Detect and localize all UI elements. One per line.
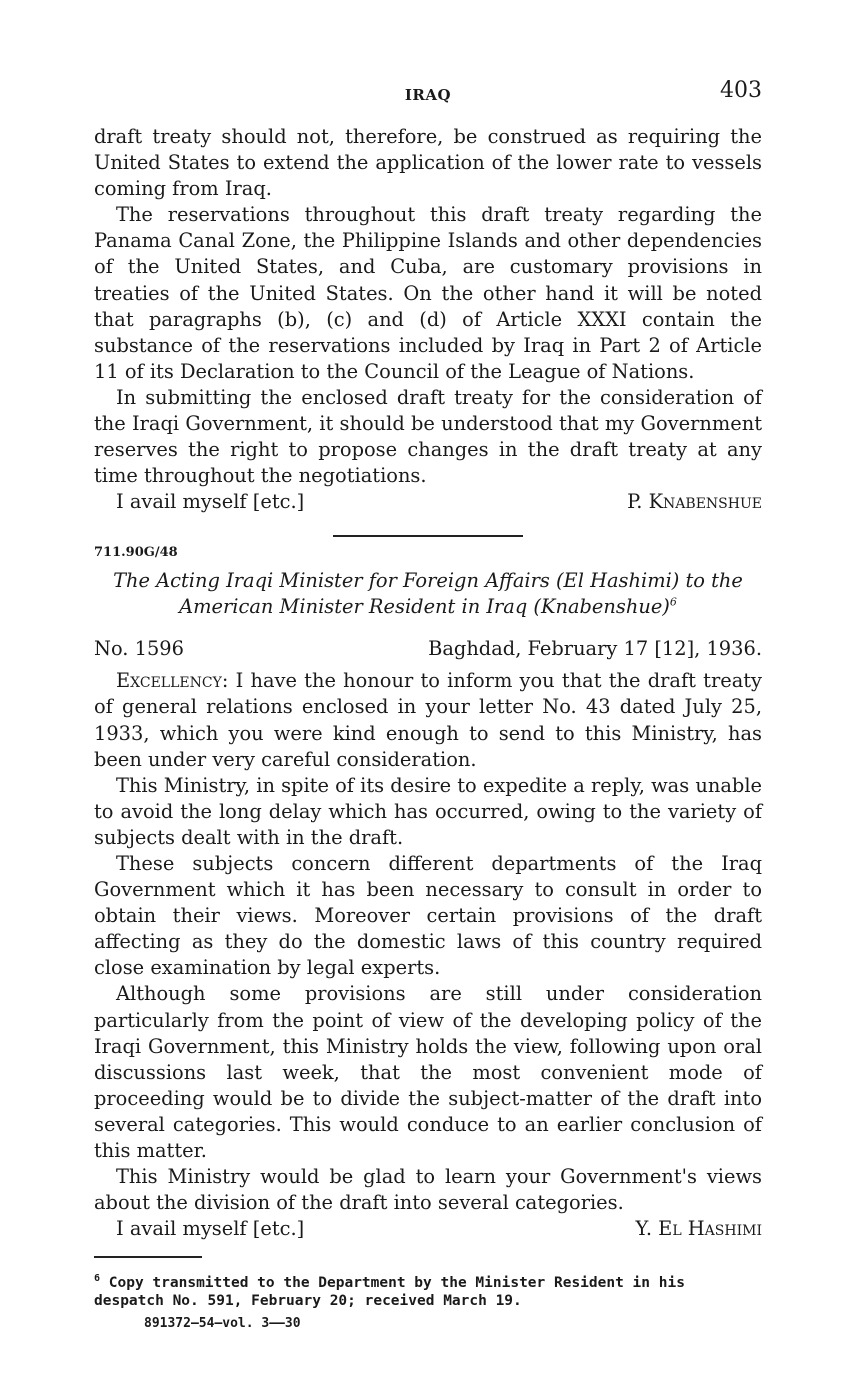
place-date: Baghdad, February 17 [12], 1936. [428,637,762,661]
letter-meta [94,636,762,662]
letter-paragraph-4: Although some provisions are still under consideration particularly from the point of view of the developing policy of the Iraqi Government, this Ministry holds the view, following upon oral discussions last week, that the most convenient mode of proceeding would be to divide the subject-matter of the draft into several categories. This would conduce to an earlier conclusion of this matter. [94,982,762,1162]
footnote-mark: 6 [94,1273,101,1285]
continuation-paragraph: draft treaty should not, therefore, be construed as requiring the United States to extend the application of the lower rate to vessels coming from Iraq. [94,125,762,201]
letter-paragraph-1-text: I have the honour to inform you that the draft treaty of general relations enclosed in your letter No. 43 dated July 25, 1933, which you were kind enough to send to this Ministry, has been under very careful consideration. [94,669,763,771]
print-code: 891372—54—vol. 3——30 [144,1316,301,1332]
letter-paragraph-3: These subjects concern different departments of the Iraq Government which it has been necessary to consult in order to obtain their views. Moreover certain provisions of the draft affecting as they do the domestic laws of this country required close examination by legal experts. [94,851,762,980]
letter-number: No. 1596 [94,637,184,661]
section-divider [333,535,523,537]
signature-knabenshue: P. Knabenshue [627,490,762,514]
document-title [94,568,762,620]
title-footnote-mark: 6 [669,595,677,609]
letter-paragraph-1 [94,668,762,772]
page-number: 403 [720,78,762,103]
signature-el-hashimi: Y. El Hashimi [635,1217,762,1241]
footnote-divider [94,1256,202,1258]
submission-paragraph: In submitting the enclosed draft treaty for the consideration of the Iraqi Government, it should be understood that my Government reserves the right to propose changes in the draft treaty at any time throughout the negotiations. [94,385,762,488]
closing-text: I avail myself [etc.] [116,490,305,514]
document-title-text: The Acting Iraqi Minister for Foreign Affairs (El Hashimi) to the American Minister Resident in Iraq (Knabenshue) [113,569,743,619]
closing-line [94,489,762,515]
salutation: Excellency: [116,669,229,693]
letter-paragraph-2: This Ministry, in spite of its desire to expedite a reply, was unable to avoid the long delay which has occurred, owing to the variety of subjects dealt with in the draft. [94,773,762,849]
file-number: 711.90G/48 [94,545,178,561]
running-head: IRAQ [404,86,452,104]
page-header [94,0,762,112]
reservations-paragraph: The reservations throughout this draft treaty regarding the Panama Canal Zone, the Philippine Islands and other dependencies of the United States, and Cuba, are customary provisions in treaties of the United States. On the other hand it will be noted that paragraphs (b), (c) and (d) of Article XXXI contain the substance of the reservations included by Iraq in Part 2 of Article 11 of its Declaration to the Council of the League of Nations. [94,203,762,383]
letter-closing-text: I avail myself [etc.] [116,1217,305,1241]
letter-paragraph-5: This Ministry would be glad to learn your Government's views about the division of the draft into several categories. [94,1165,762,1215]
footnote-text: Copy transmitted to the Department by the Minister Resident in his despatch No. 591, February 20; received March 19. [94,1275,685,1310]
footnote [94,1274,762,1310]
letter-closing-line [94,1216,762,1242]
page [94,0,762,1331]
